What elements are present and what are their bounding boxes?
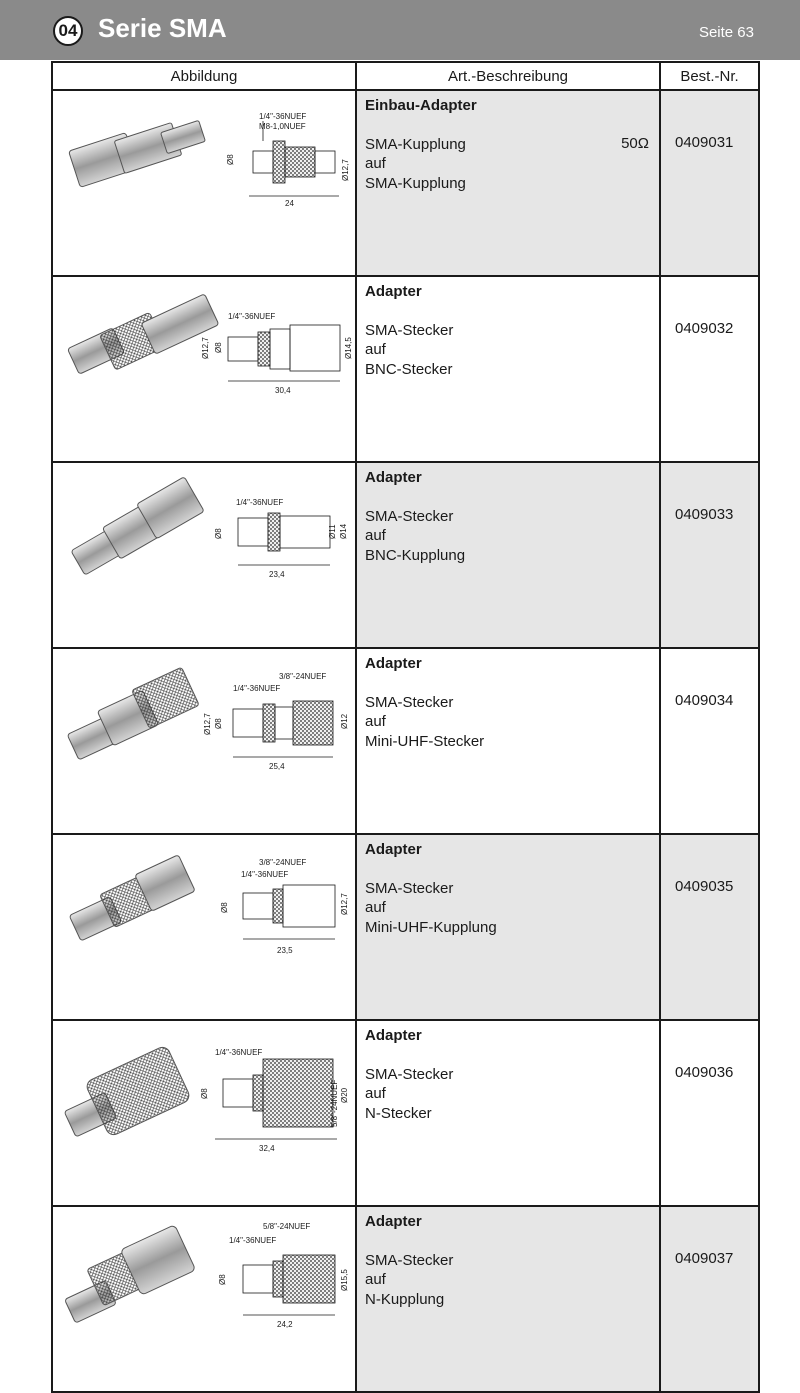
connector-to: N-Stecker [365,1104,432,1122]
product-name: Adapter [365,283,422,300]
product-drawing [53,277,357,418]
dim-label: Ø12,7 [341,159,350,181]
table-row [52,834,759,1020]
dim-label: 5/8"-24NUEF [263,1222,311,1231]
dim-label: 24,2 [277,1320,293,1329]
order-number: 0409033 [660,462,759,648]
dim-label: Ø8 [214,718,223,729]
dim-label: Ø14,5 [344,337,353,359]
product-photo-0409033 [71,477,204,575]
dim-label: Ø8 [214,342,223,353]
product-photo-0409031 [69,120,206,187]
product-photo-0409035 [69,855,195,941]
connector-joiner: auf [365,713,386,730]
product-drawing [53,1207,357,1348]
connector-from: SMA-Stecker [365,879,454,897]
product-image-cell [52,648,356,834]
connector-to: SMA-Kupplung [365,174,466,192]
connector-to: BNC-Kupplung [365,546,466,564]
dim-label: Ø8 [214,528,223,539]
connector-joiner: auf [365,899,386,916]
dimension-drawing [215,1059,337,1139]
dim-label: 1/4"-36NUEF [259,112,307,121]
product-drawing [53,91,357,232]
product-photo-0409037 [65,1225,196,1323]
dim-label: 1/4"-36NUEF [241,870,289,879]
product-drawing [53,649,357,790]
connector-joiner: auf [365,341,386,358]
page-title: Serie SMA [98,13,227,43]
description-cell [356,1206,660,1392]
product-drawing [53,463,357,604]
page-header [0,0,800,60]
order-number: 0409031 [660,90,759,276]
dim-label: Ø12,7 [201,337,210,359]
description-cell [356,1020,660,1206]
dimension-drawing [243,885,335,939]
page-number: Seite 63 [698,24,754,41]
product-photo-0409036 [64,1045,191,1137]
dim-label: Ø8 [218,1274,227,1285]
product-drawing [53,1021,357,1162]
order-number: 0409035 [660,834,759,1020]
column-header-beschreibung: Art.-Beschreibung [356,62,660,90]
product-image-cell [52,1020,356,1206]
dim-label: 24 [285,199,294,208]
dim-label: 1/4"-36NUEF [228,312,276,321]
dim-label: 23,4 [269,570,285,579]
dim-label: 1/4"-36NUEF [229,1236,277,1245]
order-number: 0409032 [660,276,759,462]
dimension-drawing [249,121,339,196]
connector-joiner: auf [365,527,386,544]
table-row [52,462,759,648]
description-cell [356,834,660,1020]
description-cell [356,462,660,648]
dimension-drawing [228,325,340,381]
connector-from: SMA-Stecker [365,507,454,525]
connector-to: Mini-UHF-Stecker [365,732,485,750]
connector-to: Mini-UHF-Kupplung [365,918,497,936]
connector-from: SMA-Stecker [365,693,454,711]
product-table [51,61,760,1393]
impedance-value: 50Ω [621,135,649,152]
column-header-abbildung: Abbildung [52,62,356,90]
connector-joiner: auf [365,1085,386,1102]
dim-label: 1/4"-36NUEF [236,498,284,507]
connector-to: BNC-Stecker [365,360,453,378]
product-name: Adapter [365,469,422,486]
table-row [52,90,759,276]
connector-from: SMA-Stecker [365,1251,454,1269]
order-number: 0409037 [660,1206,759,1392]
description-cell [356,648,660,834]
dim-label: Ø12,7 [340,893,349,915]
dim-label: Ø12 [340,713,349,729]
product-name: Adapter [365,655,422,672]
dim-label: 5/8"-24NUEF [330,1079,339,1127]
product-name: Adapter [365,841,422,858]
dim-label: Ø12,7 [203,713,212,735]
connector-from: SMA-Stecker [365,1065,454,1083]
chapter-badge: 04 [53,16,83,46]
dimension-drawing [243,1255,335,1315]
dim-label: 25,4 [269,762,285,771]
description-cell [356,276,660,462]
dim-label: 1/4"-36NUEF [233,684,281,693]
dim-label: Ø15,5 [340,1269,349,1291]
connector-from: SMA-Stecker [365,321,454,339]
dimension-drawing [238,513,330,565]
table-header-row [52,62,759,90]
dim-label: Ø8 [220,902,229,913]
product-image-cell [52,1206,356,1392]
product-name: Adapter [365,1213,422,1230]
dim-label: Ø14 [339,523,348,539]
dim-label: 3/8"-24NUEF [259,858,307,867]
order-number: 0409034 [660,648,759,834]
product-image-cell [52,462,356,648]
connector-joiner: auf [365,1271,386,1288]
dim-label: 3/8"-24NUEF [279,672,327,681]
connector-to: N-Kupplung [365,1290,445,1308]
product-name: Einbau-Adapter [365,97,477,114]
dim-label: Ø11 [328,524,337,539]
dim-label: Ø20 [340,1087,349,1103]
dim-label: 23,5 [277,946,293,955]
description-cell [356,90,660,276]
product-image-cell [52,90,356,276]
product-image-cell [52,276,356,462]
dim-label: 1/4"-36NUEF [215,1048,263,1057]
dim-label: Ø8 [226,154,235,165]
dim-label: Ø8 [200,1088,209,1099]
product-drawing [53,835,357,976]
dim-label: M8-1,0NUEF [259,122,306,131]
connector-from: SMA-Kupplung [365,135,466,153]
product-name: Adapter [365,1027,422,1044]
product-photo-0409034 [67,667,199,760]
dim-label: 32,4 [259,1144,275,1153]
column-header-bestnr: Best.-Nr. [660,62,759,90]
table-row [52,648,759,834]
connector-joiner: auf [365,155,386,172]
dim-label: 30,4 [275,386,291,395]
dimension-drawing [233,701,333,757]
order-number: 0409036 [660,1020,759,1206]
product-photo-0409032 [67,294,218,374]
table-row [52,1206,759,1392]
table-row [52,276,759,462]
table-row [52,1020,759,1206]
product-image-cell [52,834,356,1020]
